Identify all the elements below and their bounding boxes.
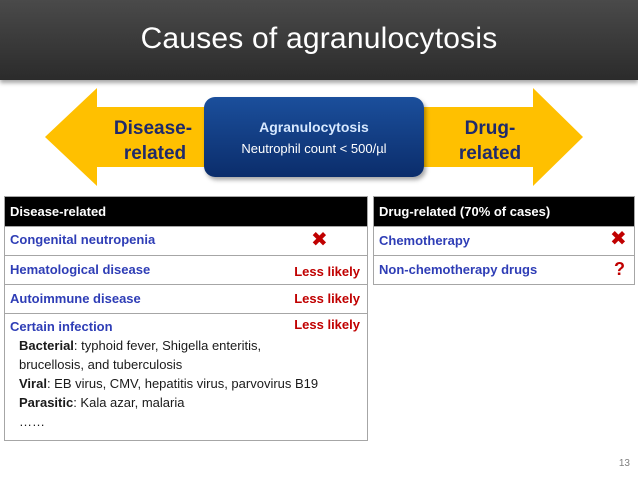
disease-related-arrow-label: [98, 116, 208, 166]
arrow-label-line: related: [458, 143, 522, 164]
row-label: Certain infection: [10, 319, 113, 334]
detail-key: Bacterial: [19, 338, 74, 353]
likelihood-label: Less likely: [294, 264, 360, 279]
infection-detail-ellipsis: [19, 412, 369, 431]
detail-text: : EB virus, CMV, hepatitis virus, parvovirus B19: [46, 376, 319, 391]
drug-table: [373, 196, 635, 285]
row-label: Hematological disease: [10, 262, 151, 277]
center-title: Agranulocytosis: [259, 119, 369, 135]
table-row: [5, 255, 367, 285]
detail-key: Viral: [19, 376, 47, 391]
arrow-label-line: Disease-: [113, 118, 193, 139]
table-row: [5, 313, 367, 441]
center-definition: Neutrophil count < 500/µl: [241, 141, 387, 156]
question-mark-icon: ?: [614, 259, 625, 279]
disease-table-header: Disease-related: [5, 197, 367, 226]
arrow-label-line: Drug-: [464, 118, 516, 139]
table-row: [5, 284, 367, 314]
page-title: Causes of agranulocytosis: [140, 22, 498, 55]
drug-table-header: Drug-related (70% of cases): [374, 197, 634, 226]
row-label: Non-chemotherapy drugs: [379, 262, 538, 277]
detail-text: : Kala azar, malaria: [73, 395, 185, 410]
table-row: [374, 226, 634, 256]
infection-detail-viral: [19, 374, 369, 393]
row-label: Congenital neutropenia: [10, 232, 156, 247]
detail-text: : typhoid fever, Shigella enteritis,: [73, 338, 262, 353]
likelihood-label: Less likely: [294, 291, 360, 306]
cross-icon: ✖: [610, 228, 627, 250]
detail-text: brucellosis, and tuberculosis: [19, 357, 183, 372]
detail-key: Parasitic: [19, 395, 74, 410]
detail-text: ……: [19, 414, 45, 429]
drug-related-arrow-label: [440, 116, 540, 166]
likelihood-label: Less likely: [294, 317, 360, 332]
cross-icon: ✖: [311, 229, 328, 251]
infection-detail-bacterial: [19, 336, 369, 355]
table-row: [374, 255, 634, 285]
row-label: Chemotherapy: [379, 233, 471, 248]
arrow-label-line: related: [123, 143, 187, 164]
title-bar: [0, 0, 638, 80]
infection-detail-parasitic: [19, 393, 369, 412]
table-row: [5, 226, 367, 256]
agranulocytosis-box: [204, 97, 424, 177]
page-number: 13: [618, 458, 630, 469]
row-label: Autoimmune disease: [10, 291, 141, 306]
disease-table: [4, 196, 368, 441]
infection-detail-bacterial-cont: [19, 355, 369, 374]
